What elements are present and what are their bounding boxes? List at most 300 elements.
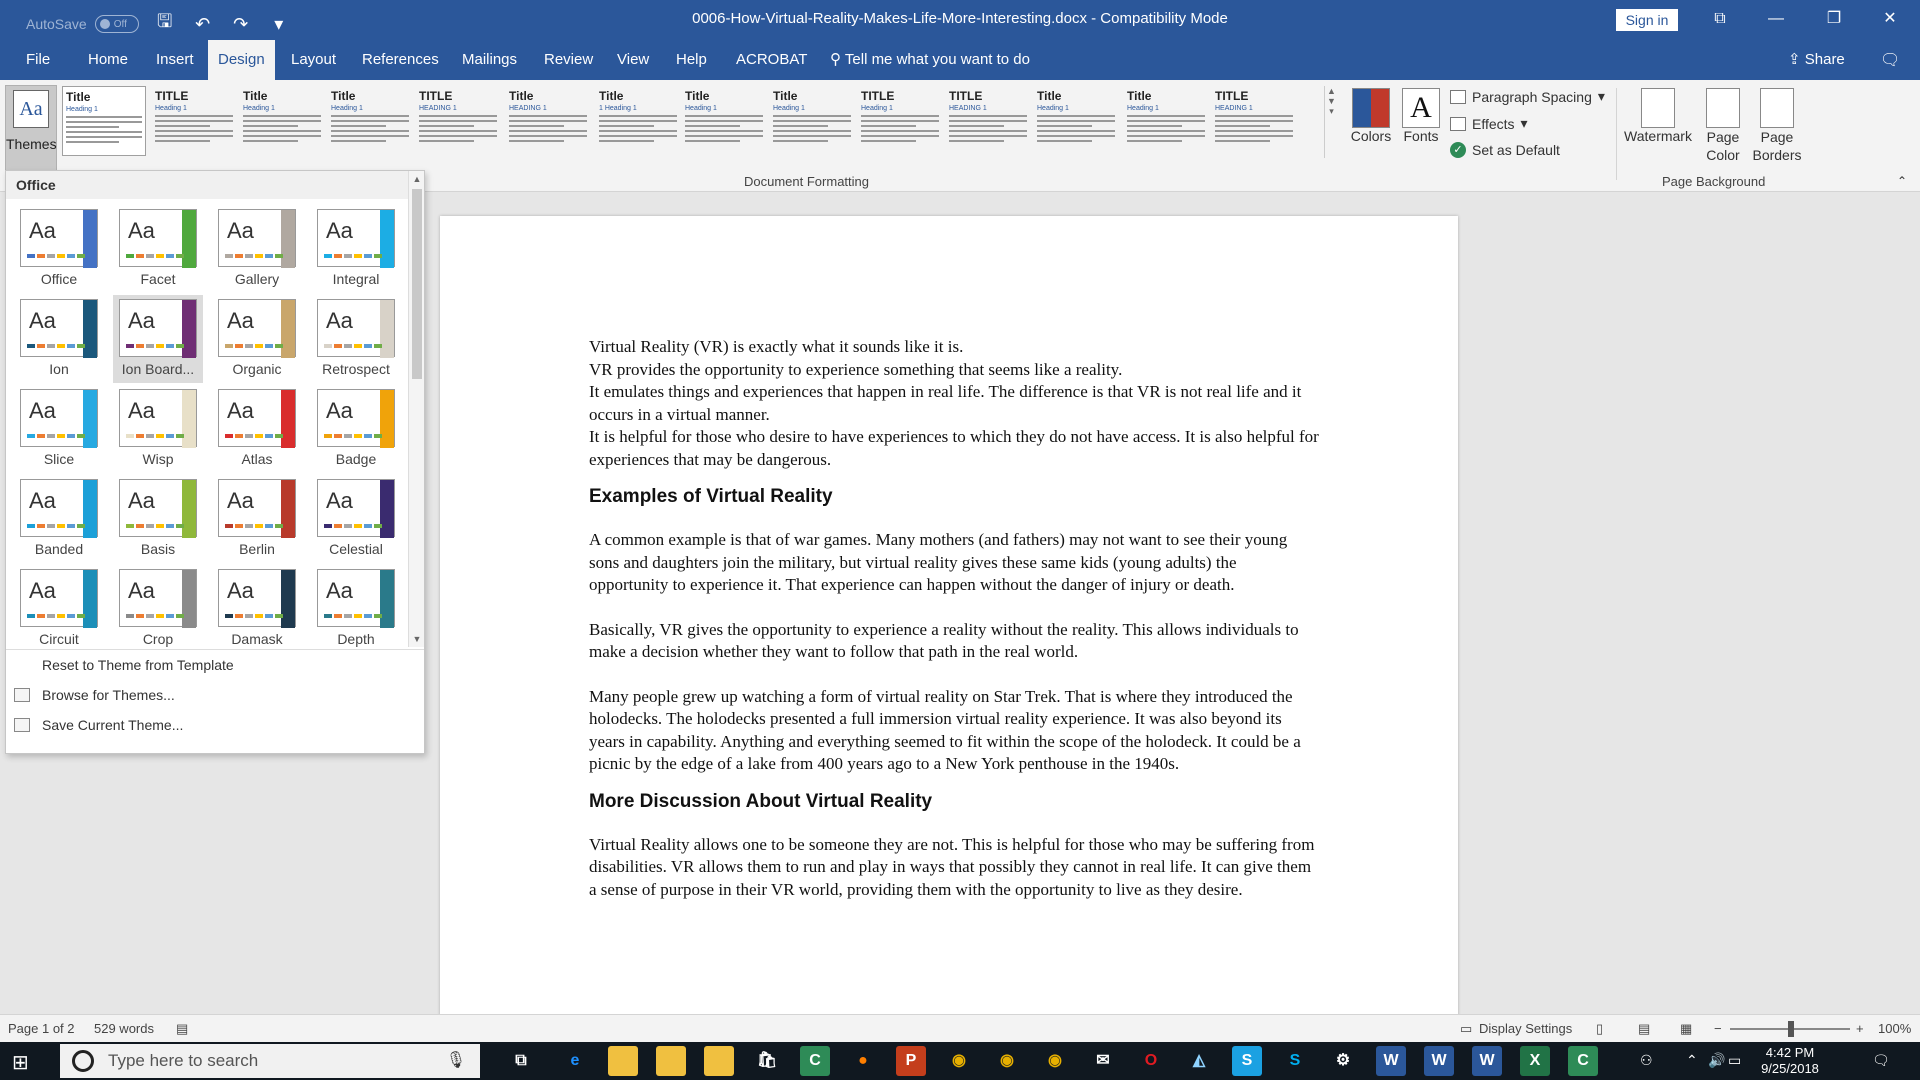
text-line-placeholder bbox=[66, 116, 142, 118]
theme-tile[interactable] bbox=[113, 385, 203, 473]
theme-color-chip bbox=[67, 254, 75, 258]
theme-color-chip bbox=[166, 254, 174, 258]
scroll-thumb[interactable] bbox=[412, 189, 422, 379]
tab-design[interactable]: Design bbox=[208, 40, 275, 80]
powerpoint-icon[interactable]: P bbox=[896, 1046, 926, 1076]
theme-preview bbox=[20, 569, 98, 627]
theme-accent-swatch bbox=[281, 300, 295, 358]
theme-name: Gallery bbox=[234, 271, 280, 287]
text-line-placeholder bbox=[861, 140, 916, 142]
text-line-placeholder bbox=[949, 115, 1027, 117]
theme-font-sample: Aa bbox=[128, 488, 155, 513]
theme-preview bbox=[119, 209, 197, 267]
restore-icon[interactable]: ❐ bbox=[1826, 10, 1842, 27]
text-line-placeholder bbox=[1127, 120, 1205, 122]
text-line-placeholder bbox=[1215, 135, 1293, 137]
style-set-thumbnail[interactable] bbox=[152, 86, 236, 156]
theme-color-chip bbox=[37, 524, 45, 528]
word-icon[interactable]: W bbox=[1424, 1046, 1454, 1076]
word-icon[interactable]: W bbox=[1472, 1046, 1502, 1076]
theme-color-chip bbox=[354, 614, 362, 618]
folder-icon[interactable] bbox=[704, 1046, 734, 1076]
theme-name: Berlin bbox=[239, 541, 275, 557]
file-explorer-icon[interactable] bbox=[608, 1046, 638, 1076]
settings-icon[interactable]: ⚙ bbox=[1335, 1052, 1351, 1069]
close-icon[interactable]: ✕ bbox=[1883, 10, 1897, 27]
theme-color-chip bbox=[275, 524, 283, 528]
theme-color-chip bbox=[334, 614, 342, 618]
paragraph-spacing-button[interactable] bbox=[1450, 88, 1605, 105]
theme-color-chip bbox=[334, 254, 342, 258]
firefox-icon[interactable]: ● bbox=[858, 1052, 868, 1069]
theme-color-chip bbox=[364, 434, 372, 438]
theme-tile[interactable] bbox=[212, 385, 302, 473]
theme-color-chip bbox=[225, 434, 233, 438]
theme-color-chip bbox=[364, 344, 372, 348]
text-line-placeholder bbox=[599, 120, 677, 122]
theme-name: Basis bbox=[140, 541, 176, 557]
snagit-icon[interactable]: S bbox=[1232, 1046, 1262, 1076]
save-icon[interactable]: 🖫 bbox=[157, 11, 173, 31]
theme-color-chip bbox=[344, 524, 352, 528]
style-set-thumbnail[interactable] bbox=[1034, 86, 1118, 156]
style-set-thumbnail[interactable] bbox=[1212, 86, 1296, 156]
style-set-heading: HEADING 1 bbox=[509, 105, 547, 112]
comments-icon[interactable]: 🗨 bbox=[1880, 52, 1901, 69]
edge-icon[interactable]: e bbox=[570, 1052, 580, 1069]
action-center-icon[interactable]: 🗨 bbox=[1872, 1052, 1890, 1068]
text-line-placeholder bbox=[66, 141, 119, 143]
fonts-button[interactable] bbox=[1396, 88, 1446, 144]
minimize-icon[interactable]: — bbox=[1768, 10, 1784, 27]
text-line-placeholder bbox=[331, 115, 409, 117]
theme-color-bars bbox=[324, 344, 382, 348]
effects-icon bbox=[1450, 117, 1466, 131]
theme-color-chip bbox=[146, 344, 154, 348]
text-line-placeholder bbox=[155, 135, 233, 137]
show-hidden-icons-icon[interactable]: ⌃ bbox=[1686, 1052, 1698, 1068]
theme-color-chip bbox=[364, 614, 372, 618]
folder-icon[interactable] bbox=[656, 1046, 686, 1076]
text-line-placeholder bbox=[773, 130, 851, 132]
ribbon-display-options-icon[interactable]: ⧉ bbox=[1714, 10, 1726, 27]
theme-color-bars bbox=[27, 614, 85, 618]
style-set-thumbnail[interactable] bbox=[770, 86, 854, 156]
theme-preview bbox=[317, 299, 395, 357]
themes-label: Themes bbox=[6, 136, 57, 152]
intro-line: Virtual Reality (VR) is exactly what it sounds like it is. bbox=[589, 337, 964, 356]
theme-tile[interactable] bbox=[113, 565, 203, 653]
page-count[interactable]: Page 1 of 2 bbox=[8, 1021, 75, 1036]
theme-color-chip bbox=[126, 344, 134, 348]
theme-color-bars bbox=[324, 614, 382, 618]
theme-font-sample: Aa bbox=[29, 308, 56, 333]
web-layout-icon[interactable]: ▦ bbox=[1680, 1021, 1693, 1036]
theme-font-sample: Aa bbox=[227, 488, 254, 513]
save-theme-menu-item[interactable] bbox=[6, 710, 424, 740]
theme-tile[interactable] bbox=[113, 295, 203, 383]
text-line-placeholder bbox=[243, 140, 298, 142]
style-set-heading: Heading 1 bbox=[331, 105, 363, 112]
tab-home[interactable]: Home bbox=[88, 51, 129, 68]
style-set-heading: Heading 1 bbox=[773, 105, 805, 112]
style-set-thumbnail[interactable] bbox=[946, 86, 1030, 156]
status-bar bbox=[0, 1014, 1920, 1042]
network-icon[interactable]: ▭ bbox=[1728, 1052, 1742, 1068]
intro-line: It is helpful for those who desire to have experiences to which they do not have access. It is also helpful for experiences that may be dangerous. bbox=[589, 427, 1319, 469]
text-line-placeholder bbox=[861, 125, 916, 127]
theme-color-chip bbox=[265, 614, 273, 618]
theme-tile[interactable] bbox=[212, 565, 302, 653]
collapse-ribbon-icon[interactable]: ⌃ bbox=[1896, 174, 1908, 188]
excel-icon[interactable]: X bbox=[1520, 1046, 1550, 1076]
autosave-toggle[interactable]: Off bbox=[95, 15, 139, 33]
themes-scrollbar[interactable] bbox=[408, 171, 424, 647]
theme-color-bars bbox=[126, 614, 184, 618]
autosave-label: AutoSave bbox=[26, 16, 87, 32]
theme-font-sample: Aa bbox=[326, 398, 353, 423]
text-line-placeholder bbox=[773, 135, 851, 137]
task-view-icon[interactable]: ⧉ bbox=[515, 1052, 527, 1069]
theme-color-bars bbox=[126, 434, 184, 438]
style-set-thumbnail[interactable] bbox=[596, 86, 680, 156]
chevron-down-icon: ▾ bbox=[1520, 115, 1528, 131]
text-line-placeholder bbox=[243, 120, 321, 122]
theme-color-chip bbox=[225, 254, 233, 258]
theme-accent-swatch bbox=[182, 570, 196, 628]
themes-menu bbox=[6, 649, 424, 740]
theme-color-chip bbox=[136, 434, 144, 438]
style-set-thumbnail[interactable] bbox=[506, 86, 590, 156]
theme-name: Wisp bbox=[142, 451, 174, 467]
lightbulb-icon: ⚲ bbox=[830, 51, 845, 68]
theme-name: Facet bbox=[140, 271, 176, 287]
theme-color-chip bbox=[374, 434, 382, 438]
word-icon[interactable]: W bbox=[1376, 1046, 1406, 1076]
theme-preview bbox=[218, 209, 296, 267]
set-as-default-label: Set as Default bbox=[1472, 142, 1560, 158]
text-line-placeholder bbox=[1215, 120, 1293, 122]
text-line-placeholder bbox=[599, 130, 677, 132]
tab-help[interactable]: Help bbox=[676, 51, 707, 68]
text-line-placeholder bbox=[419, 125, 474, 127]
page-background-label: Page Background bbox=[1662, 174, 1766, 189]
print-layout-icon[interactable]: ▤ bbox=[1638, 1021, 1651, 1036]
style-set-thumbnail[interactable] bbox=[1124, 86, 1208, 156]
theme-tile[interactable] bbox=[14, 475, 104, 563]
style-set-thumbnail[interactable] bbox=[858, 86, 942, 156]
ribbon-tabs bbox=[0, 40, 1920, 80]
theme-color-chip bbox=[126, 254, 134, 258]
customize-qat-icon[interactable]: ▾ bbox=[274, 13, 284, 34]
taskbar-search[interactable] bbox=[60, 1044, 480, 1078]
text-line-placeholder bbox=[1127, 125, 1182, 127]
zoom-out-icon[interactable]: − bbox=[1714, 1021, 1722, 1036]
theme-name: Retrospect bbox=[322, 361, 390, 377]
theme-color-chip bbox=[27, 434, 35, 438]
style-set-heading: HEADING 1 bbox=[1215, 105, 1253, 112]
zoom-level[interactable]: 100% bbox=[1878, 1021, 1912, 1036]
undo-icon[interactable]: ↶ bbox=[195, 13, 211, 34]
text-line-placeholder bbox=[155, 120, 233, 122]
text-line-placeholder bbox=[685, 120, 763, 122]
reset-theme-menu-item[interactable] bbox=[6, 650, 424, 680]
theme-color-chip bbox=[344, 344, 352, 348]
page-borders-button[interactable] bbox=[1750, 88, 1804, 164]
theme-color-chip bbox=[156, 344, 164, 348]
microphone-icon[interactable]: 🎙 bbox=[445, 1052, 466, 1069]
theme-color-chip bbox=[235, 254, 243, 258]
text-line-placeholder bbox=[1037, 130, 1115, 132]
style-set-heading: Heading 1 bbox=[1037, 105, 1069, 112]
watermark-button[interactable] bbox=[1620, 88, 1696, 144]
style-set-thumbnail[interactable] bbox=[682, 86, 766, 156]
display-settings-icon: ▭ bbox=[1460, 1021, 1473, 1036]
page-borders-label: Page Borders bbox=[1752, 129, 1802, 163]
theme-tile[interactable] bbox=[311, 565, 401, 653]
mail-icon[interactable]: ✉ bbox=[1096, 1052, 1110, 1069]
theme-color-chip bbox=[324, 434, 332, 438]
theme-color-chip bbox=[245, 434, 253, 438]
theme-color-chip bbox=[344, 254, 352, 258]
theme-color-chip bbox=[77, 344, 85, 348]
theme-color-chip bbox=[47, 434, 55, 438]
theme-color-chip bbox=[225, 344, 233, 348]
theme-color-chip bbox=[67, 524, 75, 528]
theme-color-chip bbox=[354, 434, 362, 438]
theme-accent-swatch bbox=[380, 480, 394, 538]
style-set-title: Title bbox=[1127, 89, 1152, 103]
theme-tile[interactable] bbox=[14, 205, 104, 293]
theme-color-chip bbox=[156, 434, 164, 438]
theme-font-sample: Aa bbox=[128, 578, 155, 603]
style-set-title: TITLE bbox=[861, 89, 895, 103]
proofing-icon[interactable]: ▤ bbox=[176, 1021, 189, 1036]
skype-icon[interactable]: S bbox=[1289, 1052, 1301, 1069]
theme-preview bbox=[218, 479, 296, 537]
theme-color-chip bbox=[245, 614, 253, 618]
autosave-control[interactable] bbox=[26, 15, 139, 33]
windows-start-icon[interactable]: ⊞ bbox=[12, 1052, 29, 1074]
theme-preview bbox=[20, 299, 98, 357]
text-line-placeholder bbox=[155, 130, 233, 132]
style-set-heading: 1 Heading 1 bbox=[599, 105, 637, 112]
theme-tile[interactable] bbox=[311, 475, 401, 563]
theme-tile[interactable] bbox=[14, 295, 104, 383]
theme-color-chip bbox=[235, 614, 243, 618]
gallery-scroll[interactable]: ▲ ▼ ▾ bbox=[1324, 86, 1338, 158]
theme-font-sample: Aa bbox=[29, 398, 56, 423]
system-clock[interactable] bbox=[1740, 1045, 1840, 1077]
theme-font-sample: Aa bbox=[326, 488, 353, 513]
chevron-down-icon: ▾ bbox=[1597, 88, 1605, 104]
theme-color-chip bbox=[136, 344, 144, 348]
text-line-placeholder bbox=[773, 140, 828, 142]
sign-in-button[interactable]: Sign in bbox=[1616, 9, 1678, 31]
text-line-placeholder bbox=[419, 115, 497, 117]
theme-tile[interactable] bbox=[113, 475, 203, 563]
theme-color-bars bbox=[225, 524, 283, 528]
share-button[interactable] bbox=[1788, 40, 1845, 80]
style-set-thumbnail[interactable] bbox=[328, 86, 412, 156]
text-line-placeholder bbox=[773, 115, 851, 117]
theme-tile[interactable] bbox=[212, 295, 302, 383]
theme-color-chip bbox=[136, 254, 144, 258]
set-as-default-button[interactable] bbox=[1450, 142, 1560, 158]
store-icon[interactable]: 🛍 bbox=[756, 1052, 778, 1069]
reset-theme-label: Reset to Theme from Template bbox=[42, 657, 234, 673]
theme-name: Organic bbox=[232, 361, 282, 377]
word-count[interactable]: 529 words bbox=[94, 1021, 154, 1036]
camtasia-recorder-icon[interactable]: C bbox=[1568, 1046, 1598, 1076]
text-line-placeholder bbox=[1215, 140, 1270, 142]
zoom-slider-thumb[interactable] bbox=[1788, 1021, 1794, 1037]
theme-name: Celestial bbox=[329, 541, 383, 557]
clock-time: 4:42 PM bbox=[1765, 1045, 1815, 1060]
text-line-placeholder bbox=[66, 121, 142, 123]
theme-color-bars bbox=[324, 434, 382, 438]
text-line-placeholder bbox=[685, 140, 740, 142]
text-line-placeholder bbox=[861, 135, 939, 137]
theme-accent-swatch bbox=[83, 390, 97, 448]
theme-color-chip bbox=[354, 344, 362, 348]
theme-tile[interactable] bbox=[311, 295, 401, 383]
theme-color-chip bbox=[146, 614, 154, 618]
theme-name: Damask bbox=[231, 631, 283, 647]
watermark-icon bbox=[1641, 88, 1675, 128]
chrome-icon[interactable]: ◉ bbox=[1000, 1052, 1014, 1069]
theme-color-chip bbox=[126, 614, 134, 618]
themes-icon: Aa bbox=[13, 90, 49, 128]
page-color-label: Page Color bbox=[1706, 129, 1740, 163]
text-line-placeholder bbox=[599, 115, 677, 117]
theme-tile[interactable] bbox=[14, 565, 104, 653]
theme-accent-swatch bbox=[182, 390, 196, 448]
theme-color-chip bbox=[126, 524, 134, 528]
theme-color-chip bbox=[235, 434, 243, 438]
browse-themes-menu-item[interactable] bbox=[6, 680, 424, 710]
tab-view[interactable]: View bbox=[617, 51, 650, 68]
effects-button[interactable] bbox=[1450, 115, 1528, 132]
text-line-placeholder bbox=[685, 115, 763, 117]
theme-tile[interactable] bbox=[212, 475, 302, 563]
theme-name: Banded bbox=[34, 541, 84, 557]
opera-icon[interactable]: O bbox=[1144, 1052, 1158, 1069]
theme-color-chip bbox=[275, 344, 283, 348]
colors-button[interactable] bbox=[1346, 88, 1396, 144]
document-body[interactable] bbox=[589, 336, 1319, 901]
display-settings-button[interactable]: Display Settings bbox=[1479, 1021, 1573, 1036]
theme-color-chip bbox=[245, 524, 253, 528]
tab-review[interactable]: Review bbox=[544, 51, 594, 68]
theme-color-chip bbox=[374, 614, 382, 618]
volume-icon[interactable]: 🔊 bbox=[1708, 1052, 1726, 1068]
style-set-heading: Heading 1 bbox=[66, 106, 98, 113]
text-line-placeholder bbox=[331, 135, 409, 137]
theme-color-chip bbox=[37, 254, 45, 258]
theme-tile[interactable] bbox=[113, 205, 203, 293]
tab-file[interactable]: File bbox=[26, 51, 51, 68]
style-set-thumbnail[interactable] bbox=[62, 86, 146, 156]
theme-accent-swatch bbox=[281, 570, 295, 628]
text-line-placeholder bbox=[599, 135, 677, 137]
tell-me-search[interactable] bbox=[830, 40, 1030, 80]
theme-tile[interactable] bbox=[311, 205, 401, 293]
zoom-in-icon[interactable]: + bbox=[1856, 1021, 1864, 1036]
scroll-up-icon[interactable]: ▲ bbox=[412, 174, 422, 184]
theme-tile[interactable] bbox=[14, 385, 104, 473]
text-line-placeholder bbox=[685, 130, 763, 132]
theme-color-chip bbox=[136, 524, 144, 528]
theme-tile[interactable] bbox=[212, 205, 302, 293]
tab-acrobat[interactable]: ACROBAT bbox=[736, 51, 808, 68]
read-mode-icon[interactable]: ▯ bbox=[1596, 1021, 1604, 1036]
theme-color-chip bbox=[255, 254, 263, 258]
section-heading: Examples of Virtual Reality bbox=[589, 486, 833, 507]
theme-color-chip bbox=[146, 524, 154, 528]
theme-color-chip bbox=[255, 434, 263, 438]
theme-color-chip bbox=[324, 524, 332, 528]
theme-name: Circuit bbox=[39, 631, 79, 647]
camtasia-icon[interactable]: C bbox=[800, 1046, 830, 1076]
theme-color-chip bbox=[176, 254, 184, 258]
theme-color-bars bbox=[126, 344, 184, 348]
theme-color-chip bbox=[265, 254, 273, 258]
page-color-button[interactable] bbox=[1698, 88, 1748, 164]
text-line-placeholder bbox=[949, 140, 1004, 142]
document-page[interactable] bbox=[440, 216, 1458, 1016]
theme-color-chip bbox=[166, 344, 174, 348]
theme-color-bars bbox=[225, 614, 283, 618]
style-set-title: Title bbox=[509, 89, 534, 103]
people-icon[interactable]: ⚇ bbox=[1640, 1052, 1653, 1068]
style-set-title: Title bbox=[1037, 89, 1062, 103]
style-set-thumbnail[interactable] bbox=[416, 86, 500, 156]
save-icon bbox=[14, 718, 30, 732]
theme-color-chip bbox=[255, 524, 263, 528]
theme-preview bbox=[218, 389, 296, 447]
style-set-title: Title bbox=[66, 90, 91, 104]
theme-preview bbox=[317, 389, 395, 447]
style-set-thumbnail[interactable] bbox=[240, 86, 324, 156]
intro-line: It emulates things and experiences that happen in real life. The difference is that VR is not real life and it occurs in a virtual manner. bbox=[589, 382, 1302, 424]
paragraph-spacing-icon bbox=[1450, 90, 1466, 104]
chrome-icon[interactable]: ◉ bbox=[1048, 1052, 1062, 1069]
theme-font-sample: Aa bbox=[227, 398, 254, 423]
notes-icon[interactable]: ◭ bbox=[1192, 1052, 1206, 1069]
theme-color-chip bbox=[255, 344, 263, 348]
text-line-placeholder bbox=[1127, 135, 1205, 137]
text-line-placeholder bbox=[66, 126, 119, 128]
theme-color-chip bbox=[156, 524, 164, 528]
tab-layout[interactable]: Layout bbox=[291, 51, 337, 68]
theme-color-chip bbox=[374, 524, 382, 528]
theme-color-bars bbox=[225, 254, 283, 258]
tab-mailings[interactable]: Mailings bbox=[462, 51, 518, 68]
theme-color-chip bbox=[166, 434, 174, 438]
theme-tile[interactable] bbox=[311, 385, 401, 473]
title-bar bbox=[0, 0, 1920, 40]
scroll-down-icon[interactable]: ▼ bbox=[412, 634, 422, 644]
text-line-placeholder bbox=[1127, 140, 1182, 142]
chrome-icon[interactable]: ◉ bbox=[952, 1052, 966, 1069]
tab-references[interactable]: References bbox=[362, 51, 439, 68]
text-line-placeholder bbox=[419, 135, 497, 137]
tab-insert[interactable]: Insert bbox=[156, 51, 194, 68]
style-set-title: Title bbox=[773, 89, 798, 103]
redo-icon[interactable]: ↷ bbox=[233, 13, 249, 34]
text-line-placeholder bbox=[949, 125, 1004, 127]
